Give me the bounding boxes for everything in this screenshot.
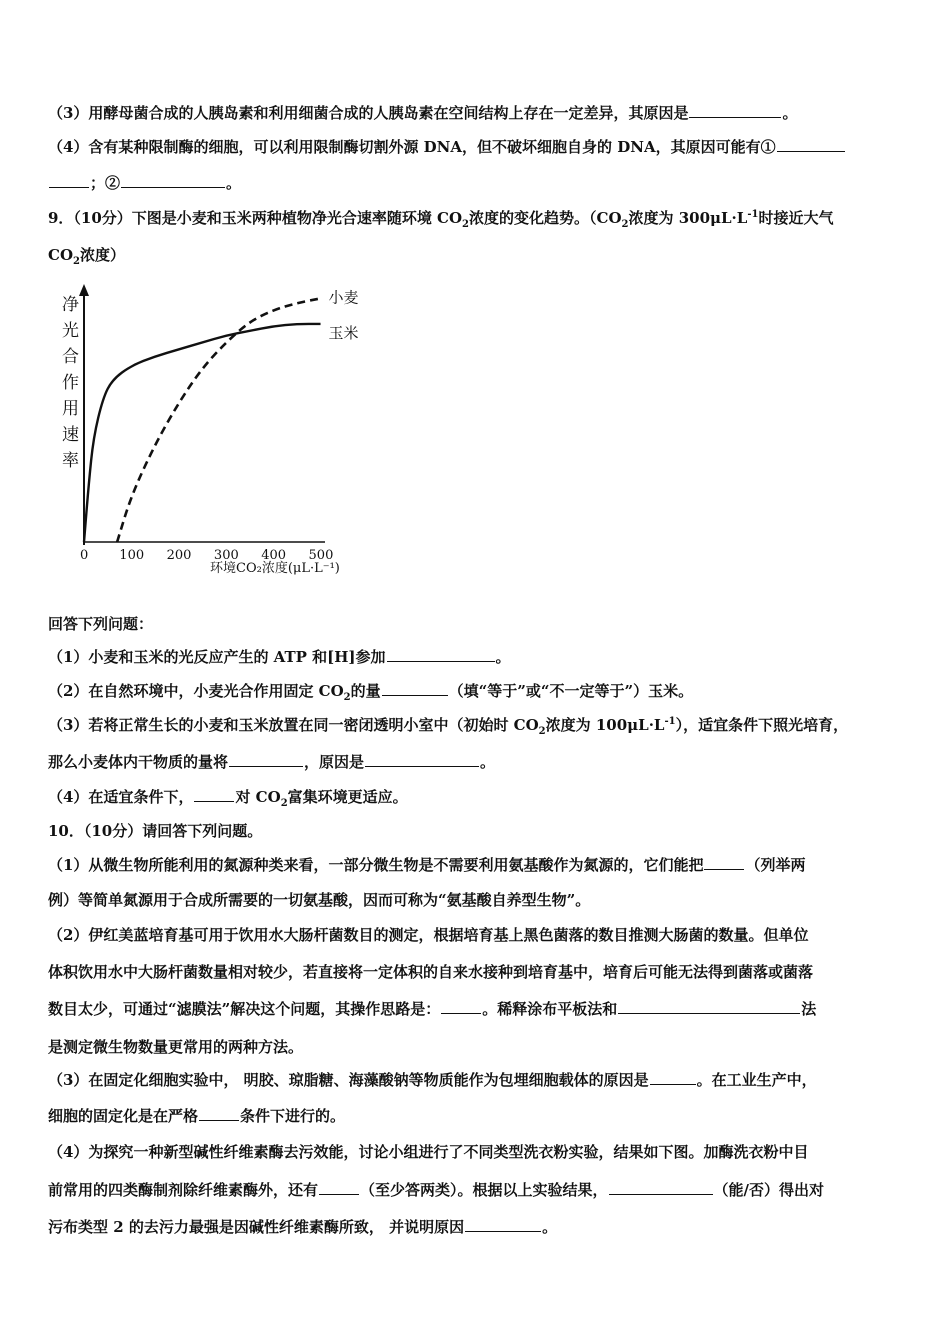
y-label-char: 用	[62, 399, 79, 419]
answer-blank[interactable]	[365, 752, 479, 767]
q9-part1: （1）小麦和玉米的光反应产生的 ATP 和[H]参加 。	[48, 648, 511, 666]
co2-photosynthesis-graph	[50, 280, 390, 590]
q10-part2: （2）伊红美蓝培育基可用于饮用水大肠杆菌数目的测定，根据培育基上黑色菌落的数目推测大肠菌的数量。但单位	[48, 926, 809, 944]
y-label-char: 合	[62, 347, 79, 367]
answer-blank[interactable]	[194, 787, 234, 802]
x-tick-label: 0	[80, 548, 89, 563]
answer-blank[interactable]	[319, 1180, 359, 1195]
q10-part3: （3）在固定化细胞实验中， 明胶、琼脂糖、海藻酸钠等物质能作为包埋细胞载体的原因是 。在工业生产中，	[48, 1071, 817, 1089]
answer-blank[interactable]	[777, 137, 845, 152]
answer-blank[interactable]	[618, 999, 800, 1014]
q10-part3-cont: 细胞的固定化是在严格 条件下进行的。	[48, 1107, 346, 1125]
q9-header: 9．（10分）下图是小麦和玉米两种植物净光合速率随环境 $CO_2$浓度的变化趋势。（$CO_2$浓度为 $300\mu L\cdot L^{-1}$时接近大气	[48, 209, 834, 230]
answer-intro: 回答下列问题：	[48, 615, 154, 633]
chart-series	[84, 288, 359, 542]
y-label-char: 率	[62, 451, 79, 471]
q10-part2-cont1: 体积饮用水中大肠杆菌数量相对较少，若直接将一定体积的自来水接种到培育基中，培育后可能无法得到菌落或菌落	[48, 963, 814, 981]
answer-blank[interactable]	[609, 1180, 713, 1195]
answer-blank[interactable]	[121, 173, 225, 188]
series-line-wheat	[117, 298, 320, 542]
q10-part2-cont2: 数目太少，可通过“滤膜法”解决这个问题，其操作思路是： 。稀释涂布平板法和 法	[48, 1000, 817, 1018]
y-axis-label	[62, 295, 79, 471]
x-tick-label: 400	[261, 548, 287, 563]
answer-blank[interactable]	[199, 1106, 239, 1121]
q9-header-cont: $CO_2$浓度）	[48, 246, 125, 267]
x-tick-label: 300	[213, 548, 239, 563]
q9-part2: （2）在自然环境中，小麦光合作用固定 $CO_2$的量 （填“等于”或“不一定等于”）玉米。	[48, 682, 694, 703]
series-label: 小麦	[328, 288, 359, 307]
q10-header: 10．（10分）请回答下列问题。	[48, 822, 263, 840]
answer-blank[interactable]	[465, 1217, 541, 1232]
q8-part4-cont: ；② 。	[48, 173, 241, 193]
q10-part4-cont2: 污布类型 2 的去污力最强是因碱性纤维素酶所致， 并说明原因 。	[48, 1218, 558, 1236]
answer-blank[interactable]	[229, 752, 303, 767]
x-tick-label: 100	[119, 548, 145, 563]
q10-part1: （1）从微生物所能利用的氮源种类来看，一部分微生物是不需要利用氨基酸作为氮源的，它们能把 （列举两	[48, 856, 806, 874]
answer-blank[interactable]	[650, 1070, 696, 1085]
y-label-char: 速	[62, 425, 79, 445]
q10-part4-cont1: 前常用的四类酶制剂除纤维素酶外，还有 （至少答两类）。根据以上实验结果， （能/否）得出对	[48, 1181, 825, 1199]
x-tick-label: 200	[166, 548, 192, 563]
q9-part4: （4）在适宜条件下， 对 $CO_2$富集环境更适应。	[48, 788, 408, 809]
q9-part3: （3）若将正常生长的小麦和玉米放置在同一密闭透明小室中（初始时 $CO_2$浓度为 $100\mu L\cdot L^{-1}$），适宜条件下照光培育，	[48, 716, 849, 737]
q10-part2-cont3: 是测定微生物数量更常用的两种方法。	[48, 1038, 304, 1056]
q9-part3-cont: 那么小麦体内干物质的量将 ，原因是 。	[48, 753, 496, 771]
series-label: 玉米	[328, 323, 359, 342]
x-axis-label: 环境CO₂浓度(μL·L⁻¹)	[210, 561, 340, 576]
chart-axes	[79, 284, 325, 545]
answer-blank[interactable]	[382, 681, 448, 696]
answer-blank[interactable]	[704, 855, 744, 870]
answer-blank[interactable]	[689, 103, 781, 118]
answer-blank[interactable]	[387, 647, 495, 662]
q10-part4: （4）为探究一种新型碱性纤维素酶去污效能，讨论小组进行了不同类型洗衣粉实验，结果如下图。加酶洗衣粉中目	[48, 1143, 809, 1161]
y-axis-arrow	[79, 284, 89, 296]
q10-part1-cont: 例）等简单氮源用于合成所需要的一切氨基酸，因而可称为“氨基酸自养型生物”。	[48, 891, 591, 909]
answer-blank[interactable]	[49, 173, 89, 188]
y-label-char: 净	[62, 295, 79, 315]
q8-part3: （3）用酵母菌合成的人胰岛素和利用细菌合成的人胰岛素在空间结构上存在一定差异，其原因是 。	[48, 104, 798, 122]
y-label-char: 作	[62, 373, 79, 393]
y-label-char: 光	[62, 321, 79, 341]
x-tick-label: 500	[308, 548, 334, 563]
series-line-corn	[84, 324, 321, 542]
q8-part4: （4）含有某种限制酶的细胞，可以利用限制酶切割外源 DNA，但不破坏细胞自身的 DNA，其原因可能有①	[48, 137, 846, 157]
answer-blank[interactable]	[441, 999, 481, 1014]
